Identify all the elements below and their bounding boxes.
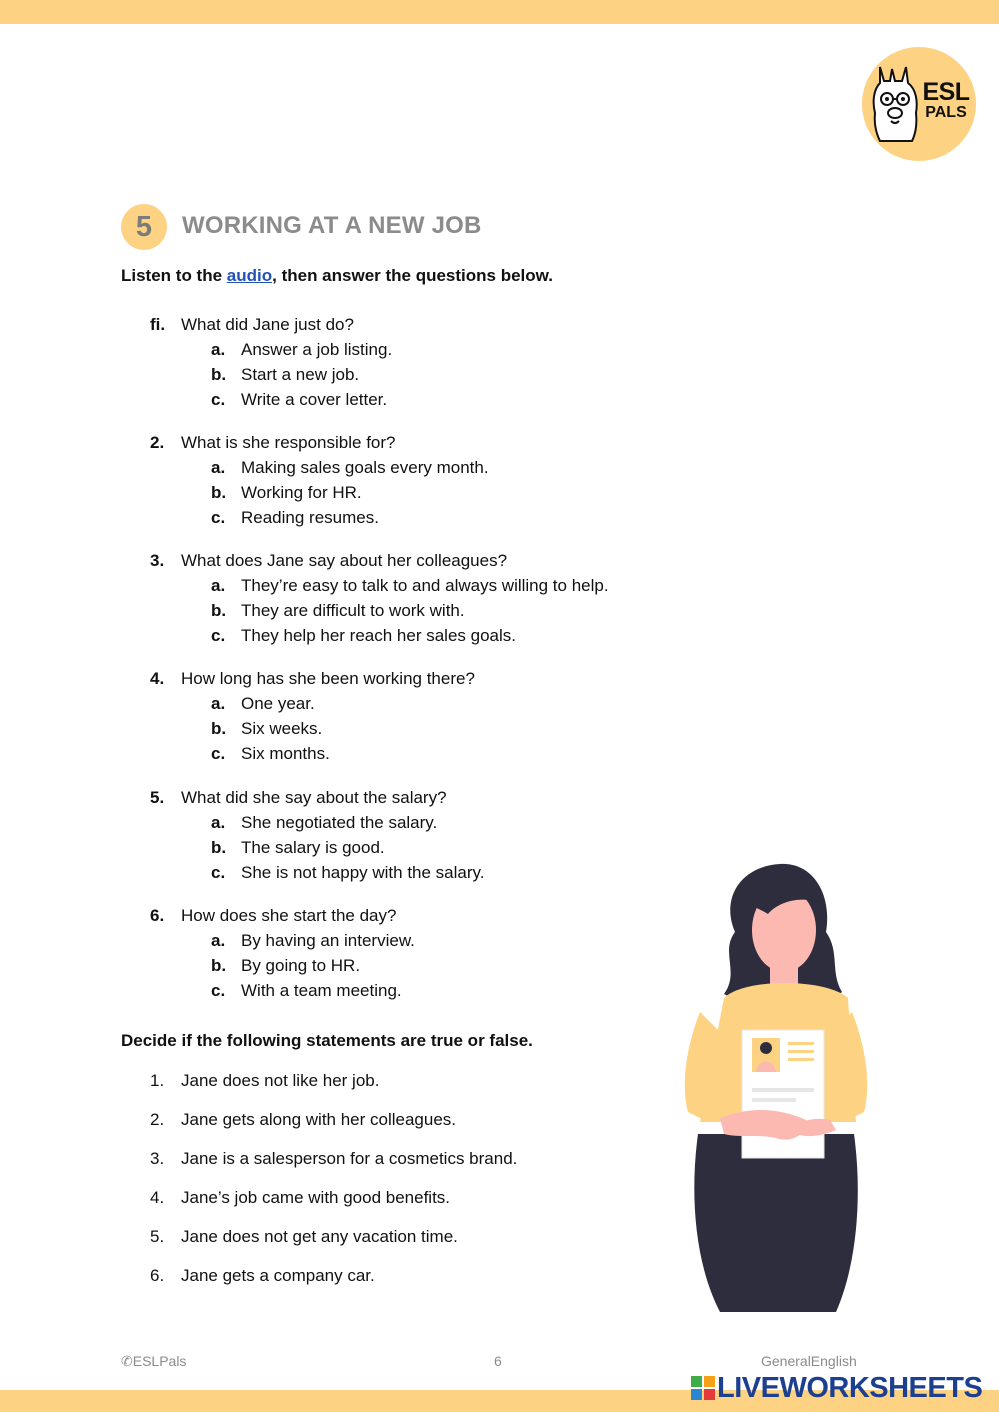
- option-letter: b.: [211, 365, 227, 384]
- answer-option[interactable]: [150, 810, 650, 835]
- option-text: Six months.: [241, 744, 330, 763]
- option-letter: a.: [211, 931, 226, 950]
- phone-icon: ✆: [121, 1353, 133, 1369]
- option-text: Working for HR.: [241, 483, 362, 502]
- logo-line-esl: ESL: [922, 78, 970, 106]
- footer-brand: [121, 1353, 186, 1370]
- question-text: What did Jane just do?: [181, 315, 354, 334]
- instruction-text-after: , then answer the questions below.: [272, 266, 553, 285]
- option-text: One year.: [241, 694, 315, 713]
- logo-line-pals: PALS: [925, 104, 967, 121]
- question-text: What is she responsible for?: [181, 433, 396, 452]
- option-text: By having an interview.: [241, 931, 415, 950]
- option-letter: a.: [211, 813, 226, 832]
- statement-text: Jane’s job came with good benefits.: [181, 1188, 451, 1207]
- option-text: She negotiated the salary.: [241, 813, 438, 832]
- option-text: They are difficult to work with.: [241, 601, 465, 620]
- answer-option[interactable]: [150, 978, 650, 1003]
- statement-number: 3.: [150, 1149, 165, 1168]
- question-item: [150, 548, 650, 648]
- option-text: They’re easy to talk to and always willing to help.: [241, 576, 609, 595]
- question-line: [150, 430, 650, 455]
- statement-number: 2.: [150, 1110, 165, 1129]
- statement-text: Jane does not like her job.: [181, 1071, 380, 1090]
- option-letter: c.: [211, 981, 226, 1000]
- question-item: [150, 785, 650, 885]
- question-line: [150, 903, 650, 928]
- answer-option[interactable]: [150, 716, 650, 741]
- footer-category: GeneralEnglish: [761, 1353, 857, 1369]
- top-accent-bar: [0, 0, 999, 24]
- esl-pals-logo: [862, 47, 976, 161]
- option-letter: c.: [211, 744, 226, 763]
- option-text: Six weeks.: [241, 719, 323, 738]
- answer-option[interactable]: [150, 598, 650, 623]
- statement-text: Jane gets a company car.: [181, 1266, 375, 1285]
- option-text: Start a new job.: [241, 365, 360, 384]
- option-letter: b.: [211, 838, 227, 857]
- statement-item: [150, 1107, 456, 1132]
- option-letter: b.: [211, 601, 227, 620]
- answer-option[interactable]: [150, 455, 650, 480]
- statement-text: Jane gets along with her colleagues.: [181, 1110, 457, 1129]
- option-letter: a.: [211, 340, 226, 359]
- answer-option[interactable]: [150, 691, 650, 716]
- option-letter: a.: [211, 576, 226, 595]
- statement-item: [150, 1146, 517, 1171]
- option-text: Answer a job listing.: [241, 340, 393, 359]
- answer-option[interactable]: [150, 387, 650, 412]
- answer-option[interactable]: [150, 860, 650, 885]
- option-letter: c.: [211, 508, 226, 527]
- statement-text: Jane does not get any vacation time.: [181, 1227, 458, 1246]
- option-text: She is not happy with the salary.: [241, 863, 485, 882]
- question-item: [150, 903, 650, 1003]
- question-line: [150, 312, 650, 337]
- statement-item: [150, 1068, 379, 1093]
- answer-option[interactable]: [150, 337, 650, 362]
- woman-illustration: [680, 862, 872, 1314]
- audio-link[interactable]: audio: [226, 266, 273, 285]
- answer-option[interactable]: [150, 835, 650, 860]
- question-number: 4.: [150, 669, 165, 688]
- statement-number: 5.: [150, 1227, 165, 1246]
- option-letter: b.: [211, 719, 227, 738]
- answer-option[interactable]: [150, 505, 650, 530]
- section-title: WORKING AT A NEW JOB: [182, 212, 482, 239]
- option-letter: c.: [211, 626, 226, 645]
- option-letter: b.: [211, 956, 227, 975]
- answer-option[interactable]: [150, 953, 650, 978]
- question-text: How long has she been working there?: [181, 669, 475, 688]
- option-text: They help her reach her sales goals.: [241, 626, 516, 645]
- option-letter: b.: [211, 483, 227, 502]
- footer-brand-label: ESLPals: [132, 1353, 187, 1369]
- question-number: 2.: [150, 433, 165, 452]
- instruction-text-before: Listen to the: [121, 266, 227, 285]
- listening-instruction: [121, 266, 553, 286]
- page-number: 6: [494, 1353, 502, 1369]
- question-line: [150, 666, 650, 691]
- answer-option[interactable]: [150, 480, 650, 505]
- answer-option[interactable]: [150, 362, 650, 387]
- liveworksheets-logo-icon: [691, 1376, 715, 1400]
- option-letter: a.: [211, 694, 226, 713]
- question-item: [150, 430, 650, 530]
- option-text: The salary is good.: [241, 838, 385, 857]
- option-letter: c.: [211, 863, 226, 882]
- llama-icon: [868, 61, 922, 145]
- section-number-badge: 5: [121, 204, 167, 250]
- question-line: [150, 785, 650, 810]
- option-text: Write a cover letter.: [241, 390, 388, 409]
- liveworksheets-text: LIVEWORKSHEETS: [717, 1372, 983, 1404]
- question-text: How does she start the day?: [181, 906, 397, 925]
- question-number: 5.: [150, 788, 165, 807]
- statement-item: [150, 1224, 458, 1249]
- answer-option[interactable]: [150, 573, 650, 598]
- answer-option[interactable]: [150, 928, 650, 953]
- question-item: [150, 666, 650, 766]
- statement-number: 1.: [150, 1071, 165, 1090]
- question-line: [150, 548, 650, 573]
- statement-text: Jane is a salesperson for a cosmetics brand.: [181, 1149, 518, 1168]
- statement-item: [150, 1263, 375, 1288]
- true-false-instruction: Decide if the following statements are true or false.: [121, 1031, 533, 1050]
- question-item: [150, 312, 650, 412]
- logo-text: [919, 80, 973, 121]
- option-text: With a team meeting.: [241, 981, 402, 1000]
- question-text: What did she say about the salary?: [181, 788, 447, 807]
- statement-number: 6.: [150, 1266, 165, 1285]
- question-number: 3.: [150, 551, 165, 570]
- statement-item: [150, 1185, 450, 1210]
- option-letter: c.: [211, 390, 226, 409]
- question-number: fi.: [150, 315, 166, 334]
- answer-option[interactable]: [150, 741, 650, 766]
- answer-option[interactable]: [150, 623, 650, 648]
- question-text: What does Jane say about her colleagues?: [181, 551, 508, 570]
- option-text: Reading resumes.: [241, 508, 379, 527]
- option-text: By going to HR.: [241, 956, 361, 975]
- option-text: Making sales goals every month.: [241, 458, 489, 477]
- question-number: 6.: [150, 906, 165, 925]
- option-letter: a.: [211, 458, 226, 477]
- statement-number: 4.: [150, 1188, 165, 1207]
